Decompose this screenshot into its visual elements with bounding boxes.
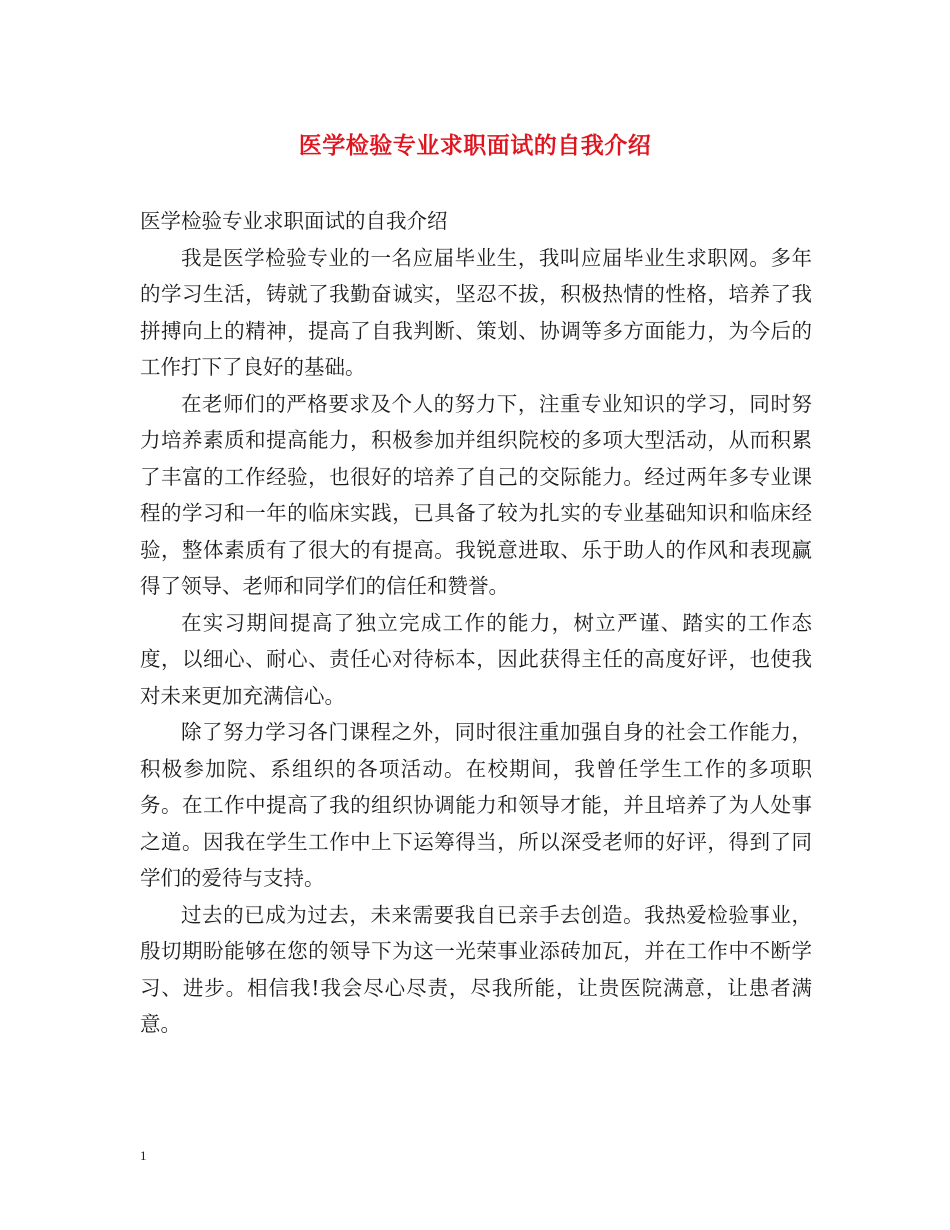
document-subtitle: 医学检验专业求职面试的自我介绍	[140, 209, 448, 233]
paragraph-4: 除了努力学习各门课程之外，同时很注重加强自身的社会工作能力，积极参加院、系组织的各项活动。在校期间，我曾任学生工作的多项职务。在工作中提高了我的组织协调能力和领导才能，并且培养了为人处事之道。因我在学生工作中上下运筹得当，所以深受老师的好评，得到了同学们的爱待与支持。	[140, 720, 812, 890]
paragraph-1: 我是医学检验专业的一名应届毕业生，我叫应届毕业生求职网。多年的学习生活，铸就了我勤奋诚实，坚忍不拔，积极热情的性格，培养了我拼搏向上的精神，提高了自我判断、策划、协调等多方面能力，为今后的工作打下了良好的基础。	[140, 245, 812, 379]
paragraph-5: 过去的已成为过去，未来需要我自已亲手去创造。我热爱检验事业，殷切期盼能够在您的领导下为这一光荣事业添砖加瓦，并在工作中不断学习、进步。相信我!我会尽心尽责，尽我所能，让贵医院满意，让患者满意。	[140, 902, 812, 1036]
paragraph-3: 在实习期间提高了独立完成工作的能力，树立严谨、踏实的工作态度，以细心、耐心、责任心对待标本，因此获得主任的高度好评，也使我对未来更加充满信心。	[140, 610, 812, 708]
page-number: 1	[140, 1148, 147, 1163]
document-body	[140, 203, 812, 1043]
paragraph-2: 在老师们的严格要求及个人的努力下，注重专业知识的学习，同时努力培养素质和提高能力，积极参加并组织院校的多项大型活动，从而积累了丰富的工作经验，也很好的培养了自己的交际能力。经过两年多专业课程的学习和一年的临床实践，已具备了较为扎实的专业基础知识和临床经验，整体素质有了很大的有提高。我锐意进取、乐于助人的作风和表现赢得了领导、老师和同学们的信任和赞誉。	[140, 391, 812, 598]
document-title: 医学检验专业求职面试的自我介绍	[298, 132, 652, 159]
